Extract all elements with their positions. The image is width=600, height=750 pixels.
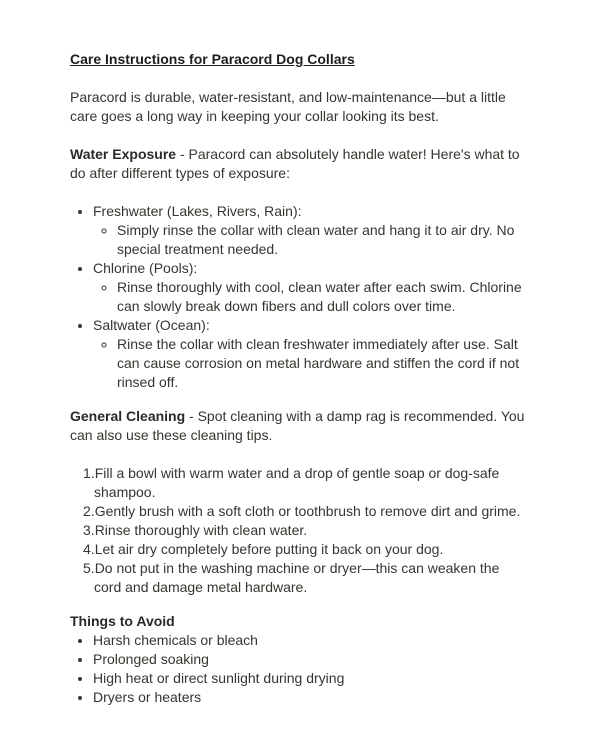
avoid-item: • Harsh chemicals or bleach — [93, 631, 530, 650]
water-exposure-paragraph — [70, 145, 530, 183]
chlorine-sublist — [93, 278, 530, 316]
list-item-detail: ◦ Simply rinse the collar with clean water and hang it to air dry. No special treatment needed. — [117, 221, 530, 259]
list-item-chlorine — [93, 259, 530, 316]
cleaning-step: Let air dry completely before putting it back on your dog. — [94, 541, 444, 557]
cleaning-step: Fill a bowl with warm water and a drop of gentle soap or dog-safe shampoo. — [94, 465, 500, 500]
cleaning-step: Do not put in the washing machine or dryer—this can weaken the cord and damage metal hardware. — [94, 560, 500, 595]
list-item-detail: ◦ Rinse the collar with clean freshwater immediately after use. Salt can cause corrosion on metal hardware and stiffen the cord if not rinsed off. — [117, 335, 530, 392]
avoid-item: • Prolonged soaking — [93, 650, 530, 669]
water-exposure-lead: - Paracord can absolutely handle water! Here's what to do after different types of exposure: — [70, 146, 520, 181]
list-item-freshwater — [93, 202, 530, 259]
list-item-detail: ◦ Rinse thoroughly with cool, clean water after each swim. Chlorine can slowly break down fibers and dull colors over time. — [117, 278, 530, 316]
water-exposure-list — [70, 202, 530, 392]
list-item-label: Freshwater (Lakes, Rivers, Rain): — [93, 203, 302, 219]
avoid-item: • High heat or direct sunlight during drying — [93, 669, 530, 688]
saltwater-sublist — [93, 335, 530, 392]
general-cleaning-paragraph — [70, 407, 530, 445]
cleaning-step: Rinse thoroughly with clean water. — [94, 522, 308, 538]
list-item-saltwater — [93, 316, 530, 392]
list-item-label: Saltwater (Ocean): — [93, 317, 210, 333]
general-cleaning-lead: - Spot cleaning with a damp rag is recommended. You can also use these cleaning tips. — [70, 408, 525, 443]
cleaning-step: Gently brush with a soft cloth or toothbrush to remove dirt and grime. — [94, 503, 521, 519]
general-cleaning-heading: General Cleaning — [70, 408, 186, 424]
freshwater-sublist — [93, 221, 530, 259]
list-item-label: Chlorine (Pools): — [93, 260, 198, 276]
cleaning-steps-list — [70, 464, 530, 597]
page-title: Care Instructions for Paracord Dog Collars — [70, 51, 355, 67]
water-exposure-heading: Water Exposure — [70, 146, 177, 162]
things-to-avoid-heading: Things to Avoid — [70, 613, 175, 629]
avoid-item: • Dryers or heaters — [93, 688, 530, 707]
intro-paragraph: Paracord is durable, water-resistant, and low-maintenance—but a little care goes a long way in keeping your collar looking its best. — [70, 89, 506, 124]
things-to-avoid-list — [70, 631, 530, 707]
